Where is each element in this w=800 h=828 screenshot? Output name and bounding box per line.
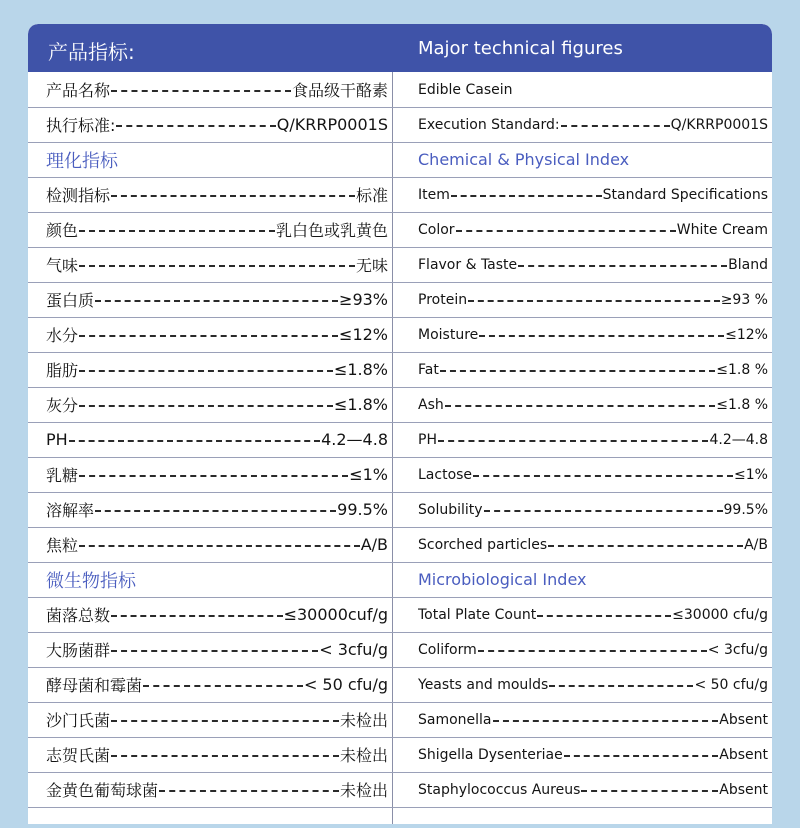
spec-row [28, 107, 772, 143]
en-cell [418, 107, 768, 142]
item-label-en: Samonella [418, 711, 492, 728]
en-cell [418, 597, 768, 632]
leader-dashes [116, 125, 275, 127]
leader-dashes [549, 685, 693, 687]
item-label-en: Total Plate Count [418, 606, 537, 623]
cn-cell [46, 177, 388, 212]
en-cell [418, 457, 768, 492]
cn-cell [46, 772, 388, 807]
en-cell [418, 72, 768, 107]
item-value-cn: 食品级干酪素 [291, 81, 388, 100]
item-value-cn: 标准 [355, 186, 388, 205]
item-value-cn: Q/KRRP0001S [276, 115, 388, 134]
en-cell [418, 492, 768, 527]
en-cell [418, 737, 768, 772]
cn-cell [46, 317, 388, 352]
item-label-en: Item [418, 186, 450, 203]
leader-dashes [111, 90, 291, 92]
item-value-cn: 未检出 [339, 746, 388, 765]
spec-row [28, 72, 772, 108]
item-value-cn: ≥93% [339, 290, 388, 309]
item-label-cn: 检测指标 [46, 186, 111, 205]
item-label-cn: 气味 [46, 256, 79, 275]
leader-dashes [518, 265, 727, 267]
item-label-en: Shigella Dysenteriae [418, 746, 563, 763]
leader-dashes [561, 125, 670, 127]
item-value-en: Absent [719, 711, 768, 728]
item-value-en: White Cream [676, 221, 768, 238]
en-cell [418, 352, 768, 387]
leader-dashes [79, 370, 333, 372]
item-value-en: 4.2—4.8 [709, 431, 768, 448]
header-title-en: Major technical figures [418, 38, 623, 59]
leader-dashes [111, 755, 339, 757]
item-label-en: Color [418, 221, 455, 238]
item-value-cn: 未检出 [339, 711, 388, 730]
en-cell [418, 702, 768, 737]
spec-header [28, 24, 772, 72]
item-value-en: Standard Specifications [602, 186, 768, 203]
en-cell [418, 317, 768, 352]
item-value-en: < 3cfu/g [707, 641, 768, 658]
spec-row [28, 737, 772, 773]
leader-dashes [479, 335, 724, 337]
cn-cell [46, 212, 388, 247]
spec-row [28, 492, 772, 528]
item-value-en: ≤1.8 % [716, 396, 768, 413]
section-title-cn: 微生物指标 [46, 570, 136, 592]
leader-dashes [79, 265, 355, 267]
item-label-cn: 水分 [46, 326, 79, 345]
item-value-cn: ≤30000cuf/g [283, 605, 388, 624]
leader-dashes [493, 720, 719, 722]
cn-cell [46, 387, 388, 422]
en-cell [418, 422, 768, 457]
leader-dashes [143, 685, 303, 687]
leader-dashes [484, 510, 723, 512]
spec-row [28, 702, 772, 738]
leader-dashes [548, 545, 743, 547]
cn-cell [46, 702, 388, 737]
spec-row [28, 667, 772, 703]
item-value-en: ≥93 % [720, 291, 768, 308]
cn-cell [46, 247, 388, 282]
en-cell [418, 667, 768, 702]
spec-row [28, 527, 772, 563]
section-title-en: Chemical & Physical Index [418, 150, 630, 169]
leader-dashes [451, 195, 602, 197]
en-cell [418, 527, 768, 562]
header-title-cn: 产品指标: [48, 40, 135, 64]
item-label-en: Yeasts and moulds [418, 676, 549, 693]
item-value-en: A/B [744, 536, 768, 553]
leader-dashes [468, 300, 720, 302]
spec-row [28, 282, 772, 318]
cn-cell [46, 282, 388, 317]
item-value-cn: ≤12% [339, 325, 388, 344]
item-value-en: ≤1% [734, 466, 768, 483]
spec-row [28, 457, 772, 493]
en-cell [418, 142, 768, 177]
item-value-cn: 99.5% [337, 500, 388, 519]
leader-dashes [473, 475, 733, 477]
cn-cell [46, 527, 388, 562]
item-label-cn: 酵母菌和霉菌 [46, 676, 143, 695]
item-label-en: Coliform [418, 641, 477, 658]
cn-cell [46, 667, 388, 702]
item-value-cn: < 50 cfu/g [303, 675, 388, 694]
spec-row [28, 772, 772, 808]
cn-cell [46, 632, 388, 667]
section-title-en: Microbiological Index [418, 570, 587, 589]
leader-dashes [111, 195, 355, 197]
item-label-cn: 执行标准: [46, 116, 116, 135]
item-label-cn: 蛋白质 [46, 291, 95, 310]
item-label-en: Scorched particles [418, 536, 548, 553]
spec-row [28, 317, 772, 353]
leader-dashes [69, 440, 320, 442]
item-label-en: PH [418, 431, 437, 448]
leader-dashes [111, 615, 283, 617]
spec-row [28, 177, 772, 213]
leader-dashes [445, 405, 716, 407]
leader-dashes [456, 230, 676, 232]
cn-cell [46, 562, 388, 597]
item-value-en: ≤12% [725, 326, 768, 343]
en-cell [418, 562, 768, 597]
item-label-en: Protein [418, 291, 468, 308]
cn-cell [46, 107, 388, 142]
en-cell [418, 212, 768, 247]
item-value-cn: A/B [360, 535, 388, 554]
section-title-cn: 理化指标 [46, 150, 118, 172]
leader-dashes [478, 650, 707, 652]
leader-dashes [537, 615, 671, 617]
section-header-row [28, 562, 772, 598]
item-value-en: Absent [719, 746, 768, 763]
item-value-en: ≤1.8 % [716, 361, 768, 378]
item-value-en: < 50 cfu/g [694, 676, 768, 693]
item-value-cn: ≤1% [349, 465, 388, 484]
item-label-cn: 产品名称 [46, 81, 111, 100]
item-value-cn: 乳白色或乳黄色 [275, 221, 388, 240]
item-label-en: Flavor & Taste [418, 256, 518, 273]
cn-cell [46, 737, 388, 772]
leader-dashes [79, 335, 338, 337]
item-label-en: Execution Standard: [418, 116, 560, 133]
section-header-row [28, 142, 772, 178]
leader-dashes [111, 720, 339, 722]
spec-row [28, 387, 772, 423]
spec-row [28, 212, 772, 248]
item-value-cn: < 3cfu/g [319, 640, 388, 659]
item-label-en: Edible Casein [418, 81, 513, 98]
item-value-en: Absent [719, 781, 768, 798]
item-value-en: Q/KRRP0001S [670, 116, 768, 133]
item-label-en: Staphylococcus Aureus [418, 781, 581, 798]
item-label-cn: 沙门氏菌 [46, 711, 111, 730]
leader-dashes [79, 405, 333, 407]
cn-cell [46, 142, 388, 177]
cn-cell [46, 457, 388, 492]
en-cell [418, 282, 768, 317]
en-cell [418, 177, 768, 212]
spec-row [28, 352, 772, 388]
spec-row [28, 247, 772, 283]
spec-row [28, 422, 772, 458]
item-value-cn: ≤1.8% [333, 360, 388, 379]
item-value-cn: 未检出 [339, 781, 388, 800]
spec-row [28, 597, 772, 633]
item-value-en: Bland [728, 256, 768, 273]
cn-cell [46, 352, 388, 387]
leader-dashes [79, 475, 348, 477]
en-cell [418, 772, 768, 807]
item-label-cn: 溶解率 [46, 501, 95, 520]
leader-dashes [111, 650, 318, 652]
cn-cell [46, 492, 388, 527]
item-label-cn: 金黄色葡萄球菌 [46, 781, 159, 800]
item-label-cn: 灰分 [46, 396, 79, 415]
leader-dashes [440, 370, 715, 372]
item-label-cn: PH [46, 430, 68, 449]
cn-cell [46, 72, 388, 107]
en-cell [418, 247, 768, 282]
item-label-cn: 颜色 [46, 221, 79, 240]
leader-dashes [79, 545, 360, 547]
item-value-en: 99.5% [723, 501, 768, 518]
item-label-cn: 脂肪 [46, 361, 79, 380]
leader-dashes [581, 790, 718, 792]
item-label-en: Solubility [418, 501, 483, 518]
leader-dashes [564, 755, 719, 757]
spec-row [28, 632, 772, 668]
cn-cell [46, 597, 388, 632]
item-value-cn: 无味 [355, 256, 388, 275]
item-label-cn: 菌落总数 [46, 606, 111, 625]
cn-cell [46, 422, 388, 457]
item-label-cn: 焦粒 [46, 536, 79, 555]
en-cell [418, 387, 768, 422]
leader-dashes [95, 510, 336, 512]
item-label-en: Lactose [418, 466, 473, 483]
item-label-cn: 乳糖 [46, 466, 79, 485]
spec-sheet [28, 24, 772, 824]
item-label-cn: 大肠菌群 [46, 641, 111, 660]
leader-dashes [95, 300, 338, 302]
item-label-cn: 志贺氏菌 [46, 746, 111, 765]
item-label-en: Ash [418, 396, 444, 413]
en-cell [418, 632, 768, 667]
leader-dashes [159, 790, 339, 792]
item-value-cn: ≤1.8% [333, 395, 388, 414]
item-label-en: Fat [418, 361, 439, 378]
item-value-cn: 4.2—4.8 [321, 430, 388, 449]
leader-dashes [438, 440, 708, 442]
leader-dashes [79, 230, 275, 232]
item-label-en: Moisture [418, 326, 479, 343]
item-value-en: ≤30000 cfu/g [672, 606, 768, 623]
